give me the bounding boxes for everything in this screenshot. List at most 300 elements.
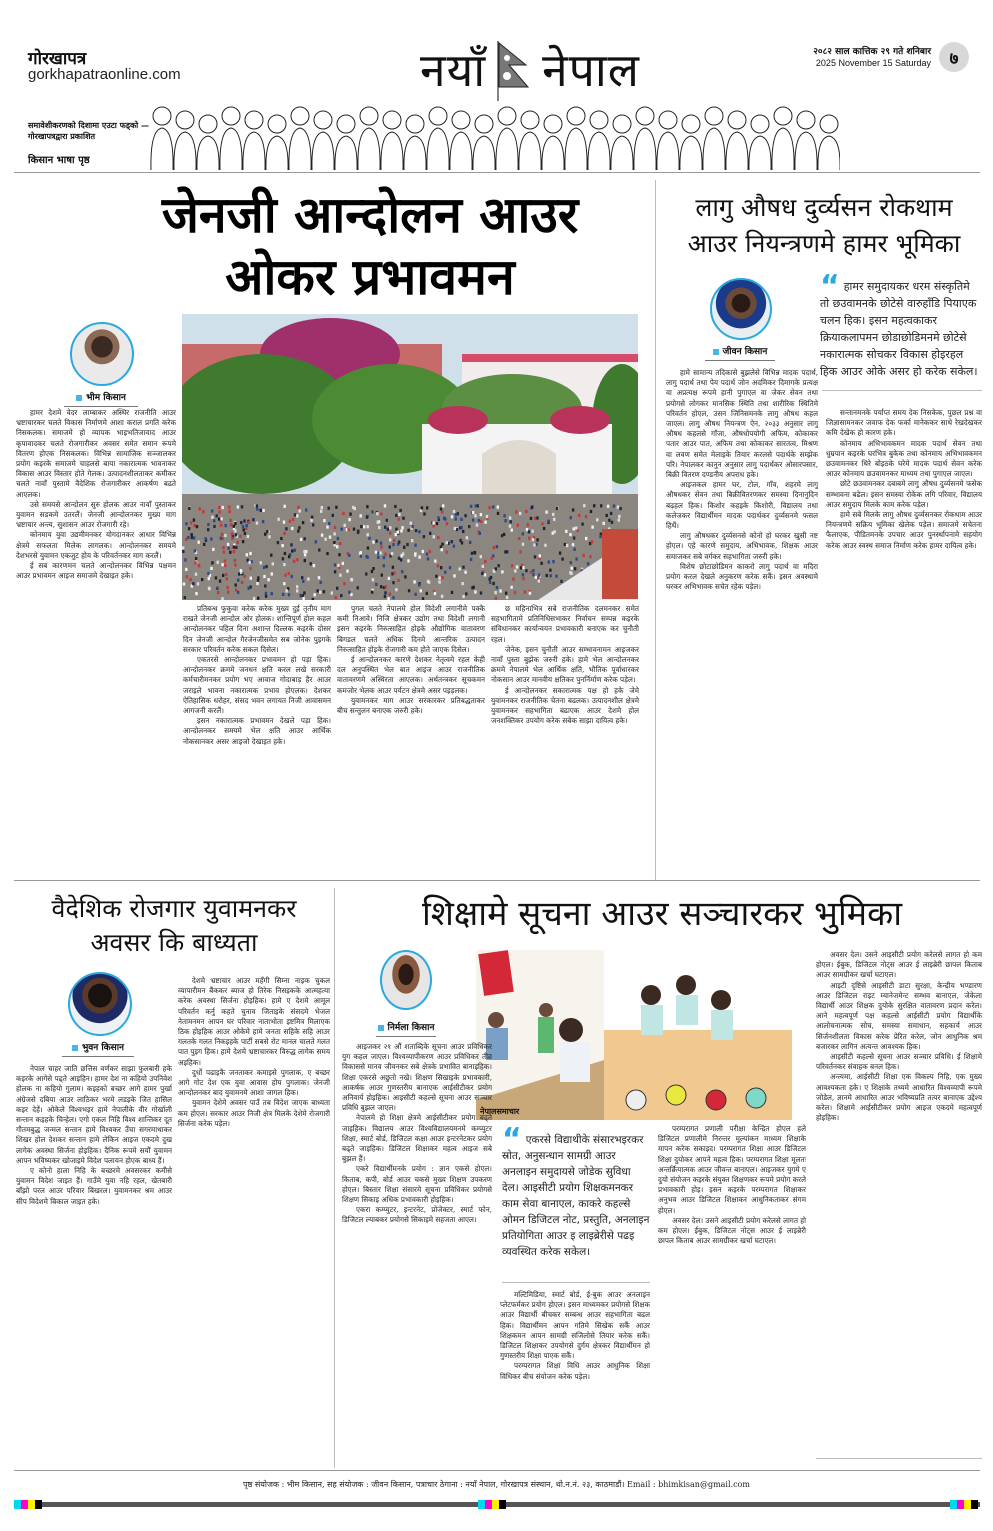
protester-mark <box>336 545 338 548</box>
protester-mark <box>299 509 301 512</box>
protester-mark <box>223 551 225 554</box>
protester-mark <box>441 576 443 579</box>
protester-mark <box>337 564 339 567</box>
protester-mark <box>423 535 425 538</box>
protester-mark <box>392 581 394 584</box>
protester-mark <box>268 535 270 538</box>
crowd-figure-body <box>358 128 380 170</box>
reg-magenta <box>21 1500 28 1509</box>
protester-mark <box>256 504 258 507</box>
protester-mark <box>384 553 386 556</box>
column-divider <box>334 888 335 1468</box>
protester-mark <box>335 596 337 599</box>
paragraph: कोनमाय अभिभावकमन मादक पदार्थ सेवन तथा धुम्रपान कइरके घरभित्र बुकेक तथा कोनमाय अभिभावकमन छउवामनकर थिरे बोइठके घरेमे मादक पदार्थ सेवन करेक आउर कोनमाय छउवामनकर माध्यम तथा पुगाएल जाएल। <box>826 438 982 479</box>
protester-mark <box>441 510 443 513</box>
paragraph: लागु औषधकर दुर्व्यसनसे कोनो हो घरकर खुसी नष्ट होएल। एहे कारणे समुदाय, अभिभावक, शिक्षक आउर समाजकर सबे वर्गकर सहभागिता जरुरी हके। <box>666 531 818 561</box>
protester-mark <box>341 528 343 531</box>
protester-mark <box>510 586 512 589</box>
protester-mark <box>193 536 195 539</box>
protester-mark <box>231 537 233 540</box>
protester-mark <box>375 540 377 543</box>
protester-mark <box>284 505 286 508</box>
masthead-divider <box>14 172 980 173</box>
protester-mark <box>404 575 406 578</box>
protester-mark <box>233 545 235 548</box>
protester-mark <box>403 546 405 549</box>
protester-mark <box>511 529 513 532</box>
protester-mark <box>222 574 224 577</box>
protester-mark <box>432 521 434 524</box>
protester-mark <box>221 533 223 536</box>
protester-mark <box>556 507 558 510</box>
protester-mark <box>371 510 373 513</box>
protester-mark <box>211 510 213 513</box>
crowd-figure-head <box>682 115 700 133</box>
protester-mark <box>315 540 317 543</box>
reg-cyan <box>478 1500 485 1509</box>
crowd-figure-head <box>222 107 240 125</box>
protester-mark <box>392 543 394 546</box>
protester-mark <box>395 588 397 591</box>
crowd-figure-head <box>268 115 286 133</box>
protester-mark <box>527 523 529 526</box>
protester-mark <box>499 589 501 592</box>
protester-mark <box>237 505 239 508</box>
protester-mark <box>267 578 269 581</box>
crowd-figure-body <box>749 136 771 170</box>
protester-mark <box>292 518 294 521</box>
protester-mark <box>418 530 420 533</box>
drugs-headline <box>662 190 986 262</box>
foreign-column-2 <box>178 976 330 1464</box>
protester-mark <box>319 591 321 594</box>
education-column-4 <box>816 950 982 1450</box>
paragraph: आइटी दृष्टिसे आइसीटी डाटा सुरक्षा, केन्द्रीय भण्डारण आउर डिजिटल राइट म्यानेजमेन्ट सम्भव बानाएल, जेकेला विद्यार्थी आउर शिक्षक दुयोके सुरक्षित वातावरण प्रदान करेल। आने महत्वपूर्ण पक्ष कहल्से आईसीटी प्रयोग विद्यार्थीके आलोचनात्मक सोच, समस्या समाधान, सहकार्य आउर सिर्जनशीलता विकास करेक प्रेरित करेल, जोन आधुनिक श्रम बजारकर लागिन अत्यन्त आवश्यक हिक। <box>816 980 982 1051</box>
protester-mark <box>572 508 574 511</box>
protester-mark <box>497 506 499 509</box>
registration-mark-center <box>478 1500 506 1509</box>
author-byline-bhuwan <box>62 1040 134 1057</box>
crowd-figure-head <box>176 111 194 129</box>
protester-mark <box>189 578 191 581</box>
author-byline-bhim <box>64 390 138 407</box>
crowd-figure-head <box>613 115 631 133</box>
protester-mark <box>438 581 440 584</box>
crowd-figure-body <box>726 132 748 170</box>
protester-mark <box>346 570 348 573</box>
protester-mark <box>462 582 464 585</box>
genz-headline-line2: ओकर प्रभावमन <box>225 248 515 306</box>
protester-mark <box>438 577 440 580</box>
protester-mark <box>618 518 620 521</box>
crowd-figure-head <box>153 107 171 125</box>
protester-mark <box>328 507 330 510</box>
protester-mark <box>335 506 337 509</box>
protester-mark <box>495 597 497 600</box>
publisher-url[interactable]: gorkhapatraonline.com <box>28 66 181 83</box>
paragraph: देशमे भ्रष्टाचार आउर महँगी सिम्ना नाइक चुकल व्यापारीमन बैंककर ब्याज हो तिरेक निसइकके आत्महत्या करेक अवस्था सिर्जना होइहिक। हामे ए देशमे आमूल परिवर्तन कर्नु कहते चुनाव जिताइके संसदमे भेजल नेतामनमन आपन घर परिवार नाताभोता इष्टमित्र मिलाएक ठिक होइहिक आउर ओकेमे हामे जनता सहिके सहि आउर गलतके गलत निकइहके पार्टी सबसे रोट मानल चालते गलत पात पुइग हिक। हामे देशमे भ्रष्टाचारकर विरुद्ध लागेक समय अइहिक। <box>178 976 330 1067</box>
protester-mark <box>587 562 589 565</box>
drugs-headline-line2: आउर नियन्त्रणमे हामर भूमिका <box>687 229 961 258</box>
protester-mark <box>333 532 335 535</box>
protester-mark <box>534 555 536 558</box>
crowd-figure-body <box>335 136 357 170</box>
foreign-employment-headline <box>24 892 324 960</box>
protester-mark <box>444 571 446 574</box>
protester-mark <box>590 510 592 513</box>
paragraph: उसे समयसे आन्दोलन सुरु होलक आउर नावाँ पुस्ताकर युवामन सडकमे उतरलैं। जेनजी आन्दोलनकर मुख्य माग भ्रष्टाचार अन्त्य, सुशासन आउर रोजगारी रहे। <box>16 499 176 530</box>
protester-mark <box>436 522 438 525</box>
protester-mark <box>433 535 435 538</box>
protester-mark <box>235 583 237 586</box>
protester-mark <box>285 527 287 530</box>
paragraph: एकरे विद्यार्थीमनके प्रयोग : ज्ञान एकसे होएल। किताब, कपी, बोर्ड आउर चकसे मुख्य शिक्षण उपकरण होएल। बिस्तार शिक्षा संसारमे सूचना प्रविधिकर प्रयोगसे शिक्षण सिकाइ अधिक प्रभावकारी होइहिक। <box>342 1164 492 1205</box>
protester-mark <box>307 577 309 580</box>
protester-mark <box>312 598 314 600</box>
protester-mark <box>497 512 499 515</box>
protester-mark <box>371 570 373 573</box>
protester-mark <box>229 519 231 522</box>
protester-mark <box>522 566 524 569</box>
protester-mark <box>353 528 355 531</box>
protester-mark <box>544 544 546 547</box>
protester-mark <box>311 516 313 519</box>
byline-marker-icon <box>378 1025 384 1031</box>
paragraph: एकतरसे आन्दोलनकर प्रभावमन हो पड़ा हिक। आन्दोलनकर क्रममे जनधन क्षति करल लखे सरकारी कर्मचारीमनकर प्रयोग भए आवाज गोदाबाड़ हैर आउर जराइले भावना नकारात्मक प्रभाव होएलक। देशकर ऐतिहासिक धरोहर, संसद भवन लगायत निजी आवासमन आगजनी करलैं। <box>183 655 331 716</box>
paragraph: आइजकर २१ औं शताब्दिके सूचना आउर प्रविधिकर युग कहल जाएल। विश्वव्यापीकरण आउर प्रविधिकर तीव्र विकाससे मानव जीवनकर सबे क्षेत्रके प्रभावित बानाइहिक। शिक्षा एकरसे अछुतो नखे। शिक्षण सिखाइके प्रभावकारी, आकर्षक आउर गुणस्तरीय बानाएक आईसीटीकर प्रयोग अनिवार्य होइहिक। आइसीटी कहल्से सूचना आउर सञ्चार प्रविधि बुझल जाएल। <box>342 1042 492 1113</box>
foreign-headline-line1: वैदेशिक रोजगार युवामनकर <box>51 894 297 923</box>
protester-mark <box>573 536 575 539</box>
protester-mark <box>455 513 457 516</box>
protester-mark <box>468 525 470 528</box>
protester-mark <box>538 579 540 582</box>
protester-mark <box>215 576 217 579</box>
protester-mark <box>565 530 567 533</box>
protester-mark <box>202 510 204 513</box>
protester-mark <box>560 580 562 583</box>
protester-mark <box>429 550 431 553</box>
protester-mark <box>421 506 423 509</box>
protester-mark <box>572 543 574 546</box>
protester-mark <box>272 562 274 565</box>
foreign-headline-line2: अवसर कि बाध्यता <box>90 928 258 957</box>
protester-mark <box>302 521 304 524</box>
protester-mark <box>471 586 473 589</box>
protester-mark <box>528 530 530 533</box>
protester-mark <box>187 536 189 539</box>
pullquote-divider <box>502 1282 650 1283</box>
crowd-figure-body <box>703 128 725 170</box>
protester-mark <box>376 512 378 515</box>
protester-mark <box>360 555 362 558</box>
paragraph: अन्त्यमा, आईसीटी शिक्षा एक विकल्प निहि, एक मुख्य आवश्यकता हके। ए शिक्षाके तथ्यमे आधारित विश्वव्यापी रूपमे जोडेल, ज्ञानमे आधारित आउर भविष्यप्रति तत्पर बानाएक उद्देश्य करेल। शिक्षामे आईसीटीकर प्रयोग आइज एकदमे महत्वपूर्ण होइहिक। <box>816 1072 982 1123</box>
protester-mark <box>221 597 223 600</box>
protester-mark <box>219 580 221 583</box>
protester-mark <box>219 510 221 513</box>
protester-mark <box>418 556 420 559</box>
protester-mark <box>550 574 552 577</box>
protester-mark <box>496 586 498 589</box>
protester-mark <box>402 552 404 555</box>
paragraph: हामर देशमे वेदर लाम्बाकर अस्थिर राजनीति आउर भ्रष्टाचारकर चलते विकास निर्माणमे आशा कराल प्रगति करेक निसकलक। समाजमे हो व्यापक भाइभतिजावाद आउर कृपावादकर चलते रोजगारीकर अवसर समेत समान रूपमे वितरण होएक निसकलक। विभिन्न सामाजिक सञ्जालकर प्रयोग कइरके समाजमे चाहलसे बाया नकारात्मक भावनाकर विकास आउर विस्तार होते गेलक। उत्पादनशीलताकर कमीकर चलते नावाँ पुस्तामे वैदेशिक रोजगारीकर आकर्षण बढते आएलक। <box>16 408 176 499</box>
crowd-figure-head <box>636 107 654 125</box>
protester-mark <box>360 514 362 517</box>
protester-mark <box>516 565 518 568</box>
protester-mark <box>277 541 279 544</box>
protester-mark <box>433 524 435 527</box>
crowd-figure-head <box>659 111 677 129</box>
crowd-figure-head <box>199 115 217 133</box>
protester-mark <box>575 526 577 529</box>
protester-mark <box>185 568 187 571</box>
protester-mark <box>210 537 212 540</box>
protester-mark <box>534 517 536 520</box>
protester-mark <box>410 522 412 525</box>
education-headline: शिक्षामे सूचना आउर सञ्चारकर भुमिका <box>421 894 903 934</box>
protester-mark <box>388 577 390 580</box>
protester-mark <box>241 505 243 508</box>
protester-mark <box>525 569 527 572</box>
section-label: किसान भाषा पृष्ठ <box>28 155 90 166</box>
protester-mark <box>249 561 251 564</box>
protester-mark <box>194 549 196 552</box>
protester-mark <box>441 543 443 546</box>
protester-mark <box>250 577 252 580</box>
crowd-figure-head <box>452 111 470 129</box>
paragraph: प्रतिबन्ध फुकुवा करेक करेक मुख्य दुई तृतीय माग राखते जेनजी आन्दोल ओर होलक। शान्तिपूर्ण होल कहल आन्दोलनकर पहिल दिना अशान्त दिल्लक कइरके दोसर दिन जेनजी आन्दोल गैरजेनजीसमेत सब जोनेक पुइगके सरकार परिवर्तन करेक सकल दिसेल। <box>183 604 331 654</box>
protester-mark <box>461 541 463 544</box>
protester-mark <box>343 582 345 585</box>
protester-mark <box>231 532 233 535</box>
paragraph: नेपाल चाहर जाति छत्तिस वर्णकर साझा फुलबारी हके कइरके आगेसे पढ्ते आइहिन। हामर देश ना कहियो उपनिवेश होलक ना कहियो गुलाम। कइहको बच्छर आगे हामर पुर्खा अंग्रेजसे दबिया आउर लाठिकर भरमे लडइके जित हासिल कइर देहें। ओकेले विश्वभइर हामे नेपालीके वीर गोर्खाली सन्तान कइहके चिन्हेल। एगो एकल निहि विश्व शान्तिकर दूत गौतमबुद्ध जन्मल सन्तान हामे विश्वकर उँचा सगरमाथाकर शिखर होल देशकर सन्तान हामे लेकिन आइज एकदमे दुख लागेक अवस्था सिर्जना होइहिक। दैनिक रूपमे सयौं युवामन आपन भविष्यकर खोजाइमे विदेश पलायन होएक बाध्य हैं। <box>16 1064 172 1165</box>
protester-mark <box>230 523 232 526</box>
crowd-figure-head <box>245 111 263 129</box>
protester-mark <box>380 585 382 588</box>
protester-mark <box>400 558 402 561</box>
protester-mark <box>339 542 341 545</box>
reg-black <box>35 1500 42 1509</box>
protester-mark <box>213 519 215 522</box>
crowd-illustration <box>150 98 840 170</box>
paragraph: अवसर देल। उसने आइसीटी प्रयोग करेलसे लागत हो कम होएल। ईबुक, डिजिटल नोट्स आउर ई लाइब्रेरी छापल किताब आउर सामग्रीकर खर्चा घटाएल। <box>658 1215 806 1246</box>
protester-mark <box>332 514 334 517</box>
protester-mark <box>220 524 222 527</box>
protester-mark <box>383 564 385 567</box>
image-credit: नेपालसमाचार <box>480 1107 520 1116</box>
author-avatar-bhim <box>70 322 134 386</box>
protester-mark <box>288 572 290 575</box>
protester-mark <box>310 562 312 565</box>
author-name: भुवन किसान <box>81 1043 125 1053</box>
protester-mark <box>344 524 346 527</box>
foreign-column-1 <box>16 1064 172 1464</box>
protester-mark <box>453 510 455 513</box>
protester-mark <box>474 551 476 554</box>
protester-mark <box>218 518 220 521</box>
protester-mark <box>220 517 222 520</box>
protester-mark <box>233 525 235 528</box>
protester-mark <box>600 504 602 507</box>
crowd-figure-body <box>381 132 403 170</box>
crowd-figure-body <box>588 132 610 170</box>
protester-mark <box>218 506 220 509</box>
protester-mark <box>263 575 265 578</box>
protester-mark <box>198 541 200 544</box>
protester-mark <box>185 522 187 525</box>
protester-mark <box>188 507 190 510</box>
protester-mark <box>234 522 236 525</box>
reg-yellow <box>964 1500 971 1509</box>
protester-mark <box>398 541 400 544</box>
protester-mark <box>488 578 490 581</box>
crowd-figure-body <box>243 132 265 170</box>
protester-mark <box>264 533 266 536</box>
protester-mark <box>599 535 601 538</box>
paragraph: परम्परागत शिक्षा विधि आउर आधुनिक शिक्षा विधिकर बीच संयोजन करेक पड़ेल। <box>500 1361 650 1381</box>
protester-mark <box>248 587 250 590</box>
protester-mark <box>440 566 442 569</box>
protester-mark <box>515 510 517 513</box>
protester-mark <box>264 584 266 587</box>
protester-mark <box>555 575 557 578</box>
crowd-figure-body <box>542 136 564 170</box>
protester-mark <box>498 564 500 567</box>
protester-mark <box>244 575 246 578</box>
quote-mark-icon: “ <box>820 269 840 304</box>
protester-mark <box>323 519 325 522</box>
protester-mark <box>324 538 326 541</box>
genz-column-1 <box>16 408 176 870</box>
protester-mark <box>422 550 424 553</box>
protester-mark <box>318 548 320 551</box>
drugs-headline-line1: लागु औषध दुर्व्यसन रोकथाम <box>695 193 953 222</box>
protester-mark <box>280 537 282 540</box>
protester-mark <box>333 541 335 544</box>
protester-mark <box>237 541 239 544</box>
protester-mark <box>536 516 538 519</box>
protester-mark <box>204 537 206 540</box>
protester-mark <box>591 540 593 543</box>
protester-mark <box>320 581 322 584</box>
reg-magenta <box>957 1500 964 1509</box>
protester-mark <box>220 537 222 540</box>
protester-mark <box>296 558 298 561</box>
paragraph: आइसीटी कहल्से सूचना आउर सञ्चार प्रविधि। ई शिक्षामे परिवर्तनकर संवाहक बनल हिक। <box>816 1052 982 1072</box>
protester-mark <box>340 594 342 597</box>
crowd-figure-head <box>383 111 401 129</box>
protester-mark <box>585 515 587 518</box>
protester-mark <box>310 519 312 522</box>
protester-mark <box>470 505 472 508</box>
crowd-figure-body <box>266 136 288 170</box>
protester-mark <box>398 513 400 516</box>
protester-mark <box>217 561 219 564</box>
protester-mark <box>289 520 291 523</box>
protester-mark <box>474 590 476 593</box>
protester-mark <box>532 538 534 541</box>
protester-mark <box>342 562 344 565</box>
protester-mark <box>296 589 298 592</box>
protester-mark <box>195 557 197 560</box>
protester-mark <box>291 575 293 578</box>
protester-mark <box>183 582 185 585</box>
protester-mark <box>569 533 571 536</box>
protester-mark <box>480 513 482 516</box>
protester-mark <box>246 553 248 556</box>
protester-mark <box>469 541 471 544</box>
protester-mark <box>573 548 575 551</box>
protester-mark <box>582 554 584 557</box>
protester-mark <box>384 526 386 529</box>
crowd-figure-body <box>772 128 794 170</box>
byline-marker-icon <box>76 395 82 401</box>
protester-mark <box>607 505 609 508</box>
protester-mark <box>509 516 511 519</box>
author-byline-jiwan <box>705 344 775 361</box>
protester-mark <box>530 517 532 520</box>
protester-mark <box>476 524 478 527</box>
protester-mark <box>389 532 391 535</box>
protester-mark <box>571 567 573 570</box>
date-english: 2025 November 15 Saturday <box>815 58 931 68</box>
protester-mark <box>265 595 267 598</box>
protester-mark <box>221 563 223 566</box>
protester-mark <box>456 528 458 531</box>
protester-mark <box>578 514 580 517</box>
protester-mark <box>589 555 591 558</box>
protester-mark <box>541 522 543 525</box>
protester-mark <box>323 590 325 593</box>
protester-mark <box>386 519 388 522</box>
protester-mark <box>525 510 527 513</box>
crowd-figure-body <box>473 136 495 170</box>
protester-mark <box>552 513 554 516</box>
protester-mark <box>522 543 524 546</box>
protester-mark <box>321 534 323 537</box>
crowd-figure-body <box>427 128 449 170</box>
protester-mark <box>372 541 374 544</box>
protester-mark <box>227 547 229 550</box>
protester-mark <box>288 555 290 558</box>
paragraph: मल्टिमिडिया, स्मार्ट बोर्ड, ई-बुक आउर अनलाइन प्लेटफर्मकर प्रयोग होएल। इसन माध्यमकर प्रयोगसे शिक्षक आउर विद्यार्थी बीचकर सम्बन्ध आउर सहभागिता बढल हिक। विद्यार्थीमन आपन गतिमे सिखेक सकैं आउर शिक्षकमन आपन सामग्री सजिलोसे तियार करेक सकैं। डिजिटल शिक्षाकर उपयोगसे दुर्गम क्षेत्रकर विद्यार्थीमन हो गुणस्तरीय शिक्षा पाएक सकैं। <box>500 1290 650 1361</box>
protester-mark <box>429 532 431 535</box>
protester-mark <box>543 527 545 530</box>
protester-mark <box>297 506 299 509</box>
crowd-figure-head <box>567 107 585 125</box>
protester-mark <box>496 545 498 548</box>
crowd-figure-body <box>611 136 633 170</box>
protester-mark <box>243 528 245 531</box>
protester-mark <box>393 572 395 575</box>
protester-mark <box>435 575 437 578</box>
protester-mark <box>415 529 417 532</box>
protester-mark <box>186 575 188 578</box>
protester-mark <box>321 506 323 509</box>
protester-mark <box>368 537 370 540</box>
protester-mark <box>389 593 391 596</box>
protester-mark <box>283 563 285 566</box>
protester-mark <box>464 571 466 574</box>
paragraph: एकरा कम्प्युटर, इन्टरनेट, प्रोजेक्टर, स्मार्ट फोन, डिजिटल ल्याबकर प्रयोगसे सिकाइमे सहजता आएल। <box>342 1205 492 1225</box>
protester-mark <box>440 507 442 510</box>
protester-mark <box>242 525 244 528</box>
protester-mark <box>423 512 425 515</box>
protester-mark <box>389 545 391 548</box>
protester-mark <box>401 526 403 529</box>
reg-cyan <box>950 1500 957 1509</box>
protester-mark <box>291 527 293 530</box>
protester-mark <box>336 587 338 590</box>
